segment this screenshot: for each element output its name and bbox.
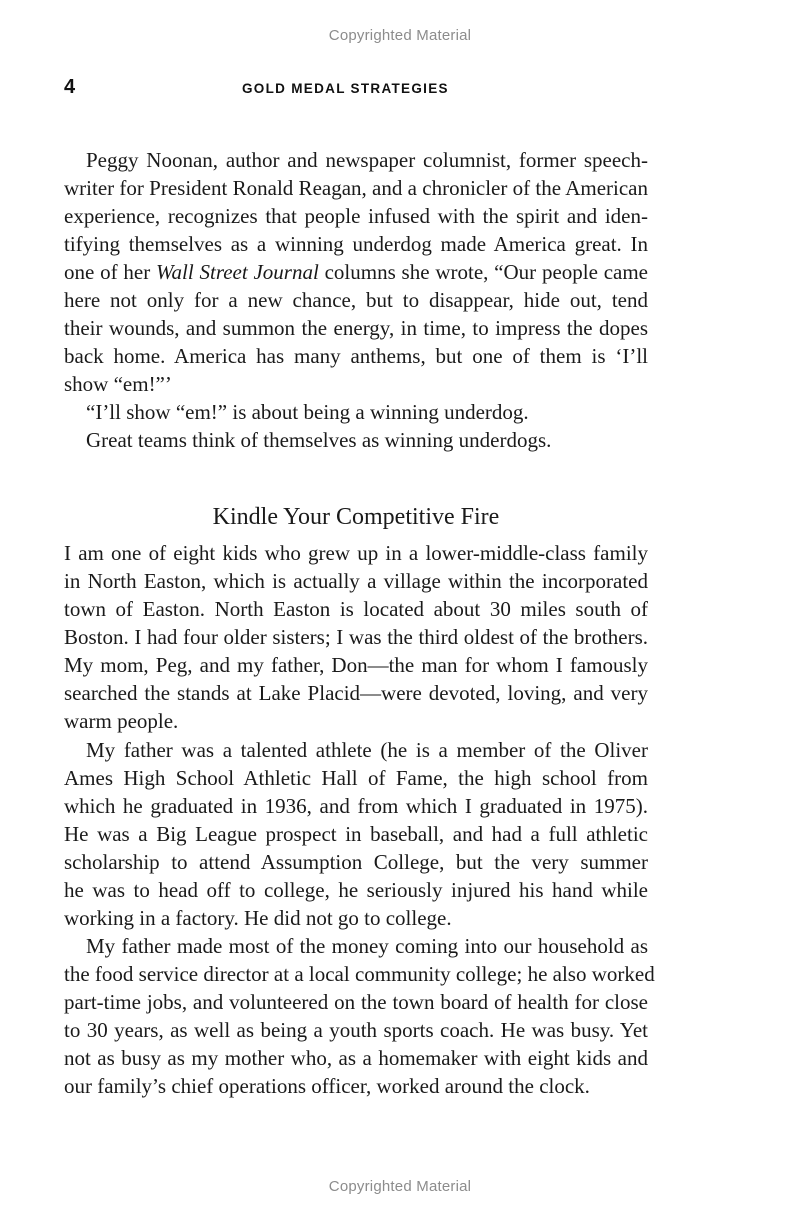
text-line: show “em!”’ [64, 372, 172, 396]
text-line: Peggy Noonan, author and newspaper columnist, former speech- [86, 148, 648, 172]
text-line: searched the stands at Lake Placid—were devoted, loving, and very [64, 681, 648, 705]
text-run: columns she wrote, “Our people came [318, 260, 648, 284]
copyright-watermark-bottom: Copyrighted Material [328, 1178, 472, 1195]
text-line: Ames High School Athletic Hall of Fame, the high school from [64, 766, 648, 790]
text-line: My father was a talented athlete (he is a member of the Oliver [86, 738, 648, 762]
publication-title: Wall Street Journal [155, 260, 319, 284]
text-line: not as busy as my mother who, as a homemaker with eight kids and [64, 1046, 648, 1070]
paragraph-father-work [64, 932, 655, 1100]
paragraph-great-teams [64, 426, 648, 454]
text-line: back home. America has many anthems, but one of them is ‘I’ll [64, 344, 648, 368]
text-line: their wounds, and summon the energy, in time, to impress the dopes [64, 316, 648, 340]
text-line: My father made most of the money coming into our household as [86, 934, 648, 958]
text-line: warm people. [64, 709, 179, 733]
running-head: GOLD MEDAL STRATEGIES [242, 81, 449, 96]
paragraph-family [64, 539, 648, 735]
text-line: our family’s chief operations officer, worked around the clock. [64, 1074, 590, 1098]
text-line: to 30 years, as well as being a youth sports coach. He was busy. Yet [64, 1018, 648, 1042]
text-line: town of Easton. North Easton is located about 30 miles south of [64, 597, 648, 621]
text-run: one of her [64, 260, 156, 284]
text-line: experience, recognizes that people infused with the spirit and iden- [64, 204, 648, 228]
page-number: 4 [64, 76, 76, 98]
text-line: writer for President Ronald Reagan, and a chronicler of the American [64, 176, 648, 200]
text-line: He was a Big League prospect in baseball, and had a full athletic [64, 822, 648, 846]
text-line: “I’ll show “em!” is about being a winning underdog. [86, 400, 529, 424]
text-line [64, 258, 648, 286]
text-line: the food service director at a local community college; he also worked [64, 962, 655, 986]
text-line: I am one of eight kids who grew up in a lower-middle-class family [64, 541, 648, 565]
text-line: Boston. I had four older sisters; I was the third oldest of the brothers. [64, 625, 648, 649]
text-line: here not only for a new chance, but to disappear, hide out, tend [64, 288, 648, 312]
text-line: in North Easton, which is actually a village within the incorporated [64, 569, 648, 593]
text-line: My mom, Peg, and my father, Don—the man for whom I famously [64, 653, 648, 677]
paragraph-show-em [64, 398, 648, 426]
text-line: working in a factory. He did not go to college. [64, 906, 452, 930]
text-line: part-time jobs, and volunteered on the town board of health for close [64, 990, 648, 1014]
paragraph-father-athlete [64, 736, 648, 932]
text-line: scholarship to attend Assumption College, but the very summer [64, 850, 648, 874]
copyright-watermark-top: Copyrighted Material [328, 27, 472, 44]
text-line: he was to head off to college, he seriously injured his hand while [64, 878, 648, 902]
text-line: Great teams think of themselves as winning underdogs. [86, 428, 552, 452]
text-line: which he graduated in 1936, and from which I graduated in 1975). [64, 794, 648, 818]
text-line: tifying themselves as a winning underdog made America great. In [64, 232, 648, 256]
section-heading: Kindle Your Competitive Fire [212, 504, 500, 530]
paragraph-noonan [64, 146, 648, 398]
